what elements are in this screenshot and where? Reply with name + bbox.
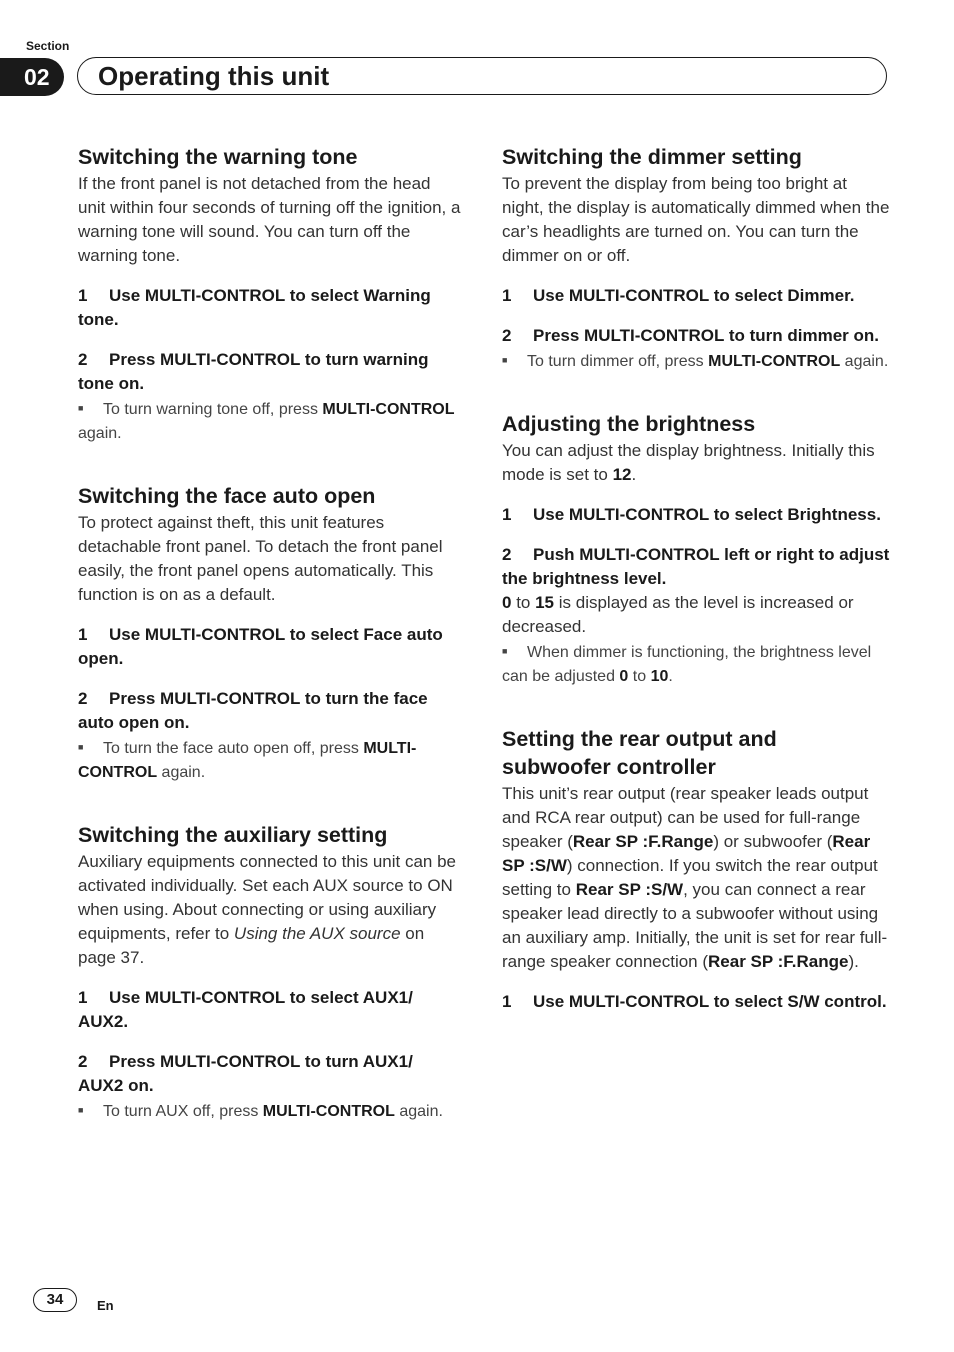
bullet-square-icon: ■ — [502, 355, 508, 365]
step-number: 2 — [502, 545, 512, 564]
brightness-note: ■ When dimmer is functioning, the brightness level can be adjusted 0 to 10. — [502, 639, 890, 689]
brightness-range-text: 0 to 15 is displayed as the level is increased or decreased. — [502, 593, 854, 636]
cross-reference-link[interactable]: Using the AUX source — [233, 924, 401, 943]
step-text: Press MULTI-CONTROL to turn AUX1/ AUX2 on. — [78, 1052, 413, 1095]
rear-intro: This unit’s rear output (rear speaker leads output and RCA rear output) can be used for full-range speaker (Rear SP :F.Range) or subwoofer (Rear SP :S/W) connection. If you switch the rear output setting to Rear SP :S/W, you can connect a rear speaker lead directly to a subwoofer without using an auxiliary amp. Initially, the unit is set for rear full-range speaker connection (Rear SP :F.Range). — [502, 784, 888, 971]
step-text: Use MULTI-CONTROL to select S/W control. — [533, 992, 887, 1011]
bullet-square-icon: ■ — [78, 403, 84, 413]
step-number: 1 — [78, 286, 88, 305]
step-text: Use MULTI-CONTROL to select Dimmer. — [533, 286, 855, 305]
step-number: 1 — [502, 505, 512, 524]
dimmer-note: ■ To turn dimmer off, press MULTI-CONTROL again. — [502, 348, 890, 374]
step-number: 1 — [78, 625, 88, 644]
aux-step-2 — [78, 1050, 462, 1098]
dimmer-step-1 — [502, 284, 890, 308]
warning-step-1 — [78, 284, 462, 332]
face-step-2 — [78, 687, 462, 735]
brightness-step-1 — [502, 503, 890, 527]
face-step-1 — [78, 623, 462, 671]
step-text: Press MULTI-CONTROL to turn warning tone on. — [78, 350, 429, 393]
step-text: Use MULTI-CONTROL to select Brightness. — [533, 505, 881, 524]
step-number: 2 — [78, 350, 88, 369]
left-column — [78, 143, 462, 1124]
step-text: Push MULTI-CONTROL left or right to adjust the brightness level. — [502, 545, 890, 588]
step-number: 1 — [78, 988, 88, 1007]
aux-step-1 — [78, 986, 462, 1034]
bullet-square-icon: ■ — [502, 646, 508, 656]
heading-brightness: Adjusting the brightness — [502, 412, 756, 436]
step-text: Press MULTI-CONTROL to turn the face auto open on. — [78, 689, 428, 732]
bullet-square-icon: ■ — [78, 1105, 84, 1115]
dimmer-step-2 — [502, 324, 890, 348]
face-intro: To protect against theft, this unit features detachable front panel. To detach the front panel easily, the front panel opens automatically. This function is on as a default. — [78, 513, 443, 604]
language-code: En — [97, 1298, 114, 1313]
step-number: 2 — [502, 326, 512, 345]
section-label: Section — [26, 39, 70, 53]
aux-note: ■ To turn AUX off, press MULTI-CONTROL again. — [78, 1098, 462, 1124]
chapter-title-bar — [77, 57, 887, 95]
face-note: ■ To turn the face auto open off, press MULTI-CONTROL again. — [78, 735, 462, 785]
step-text: Use MULTI-CONTROL to select Warning tone. — [78, 286, 431, 329]
step-number: 1 — [502, 992, 512, 1011]
step-text: Use MULTI-CONTROL to select AUX1/ AUX2. — [78, 988, 413, 1031]
warning-step-2 — [78, 348, 462, 396]
brightness-step-2 — [502, 543, 890, 591]
heading-auxiliary: Switching the auxiliary setting — [78, 823, 388, 847]
step-number: 2 — [78, 1052, 88, 1071]
dimmer-intro: To prevent the display from being too bright at night, the display is automatically dimmed when the car’s headlights are turned on. You can turn the dimmer on or off. — [502, 174, 890, 265]
aux-intro: Auxiliary equipments connected to this unit can be activated individually. Set each AUX source to ON when using. About connecting or using auxiliary equipments, refer to Using the AUX source on page 37. — [78, 852, 457, 967]
warning-intro: If the front panel is not detached from the head unit within four seconds of turning off the ignition, a warning tone will sound. You can turn off the warning tone. — [78, 174, 461, 265]
warning-note: ■ To turn warning tone off, press MULTI-CONTROL again. — [78, 396, 462, 446]
heading-face-auto-open: Switching the face auto open — [78, 484, 376, 508]
heading-rear-output: Setting the rear output and subwoofer controller — [502, 727, 777, 779]
brightness-intro: You can adjust the display brightness. Initially this mode is set to 12. — [502, 441, 875, 484]
rear-step-1 — [502, 990, 890, 1014]
heading-warning-tone: Switching the warning tone — [78, 145, 358, 169]
step-text: Press MULTI-CONTROL to turn dimmer on. — [533, 326, 879, 345]
page-number: 34 — [33, 1288, 77, 1312]
step-number: 1 — [502, 286, 512, 305]
heading-dimmer: Switching the dimmer setting — [502, 145, 802, 169]
step-number: 2 — [78, 689, 88, 708]
page-title: Operating this unit — [98, 61, 330, 91]
section-number-badge: 02 — [0, 58, 64, 96]
right-column — [502, 143, 890, 1014]
bullet-square-icon: ■ — [78, 742, 84, 752]
step-text: Use MULTI-CONTROL to select Face auto open. — [78, 625, 443, 668]
